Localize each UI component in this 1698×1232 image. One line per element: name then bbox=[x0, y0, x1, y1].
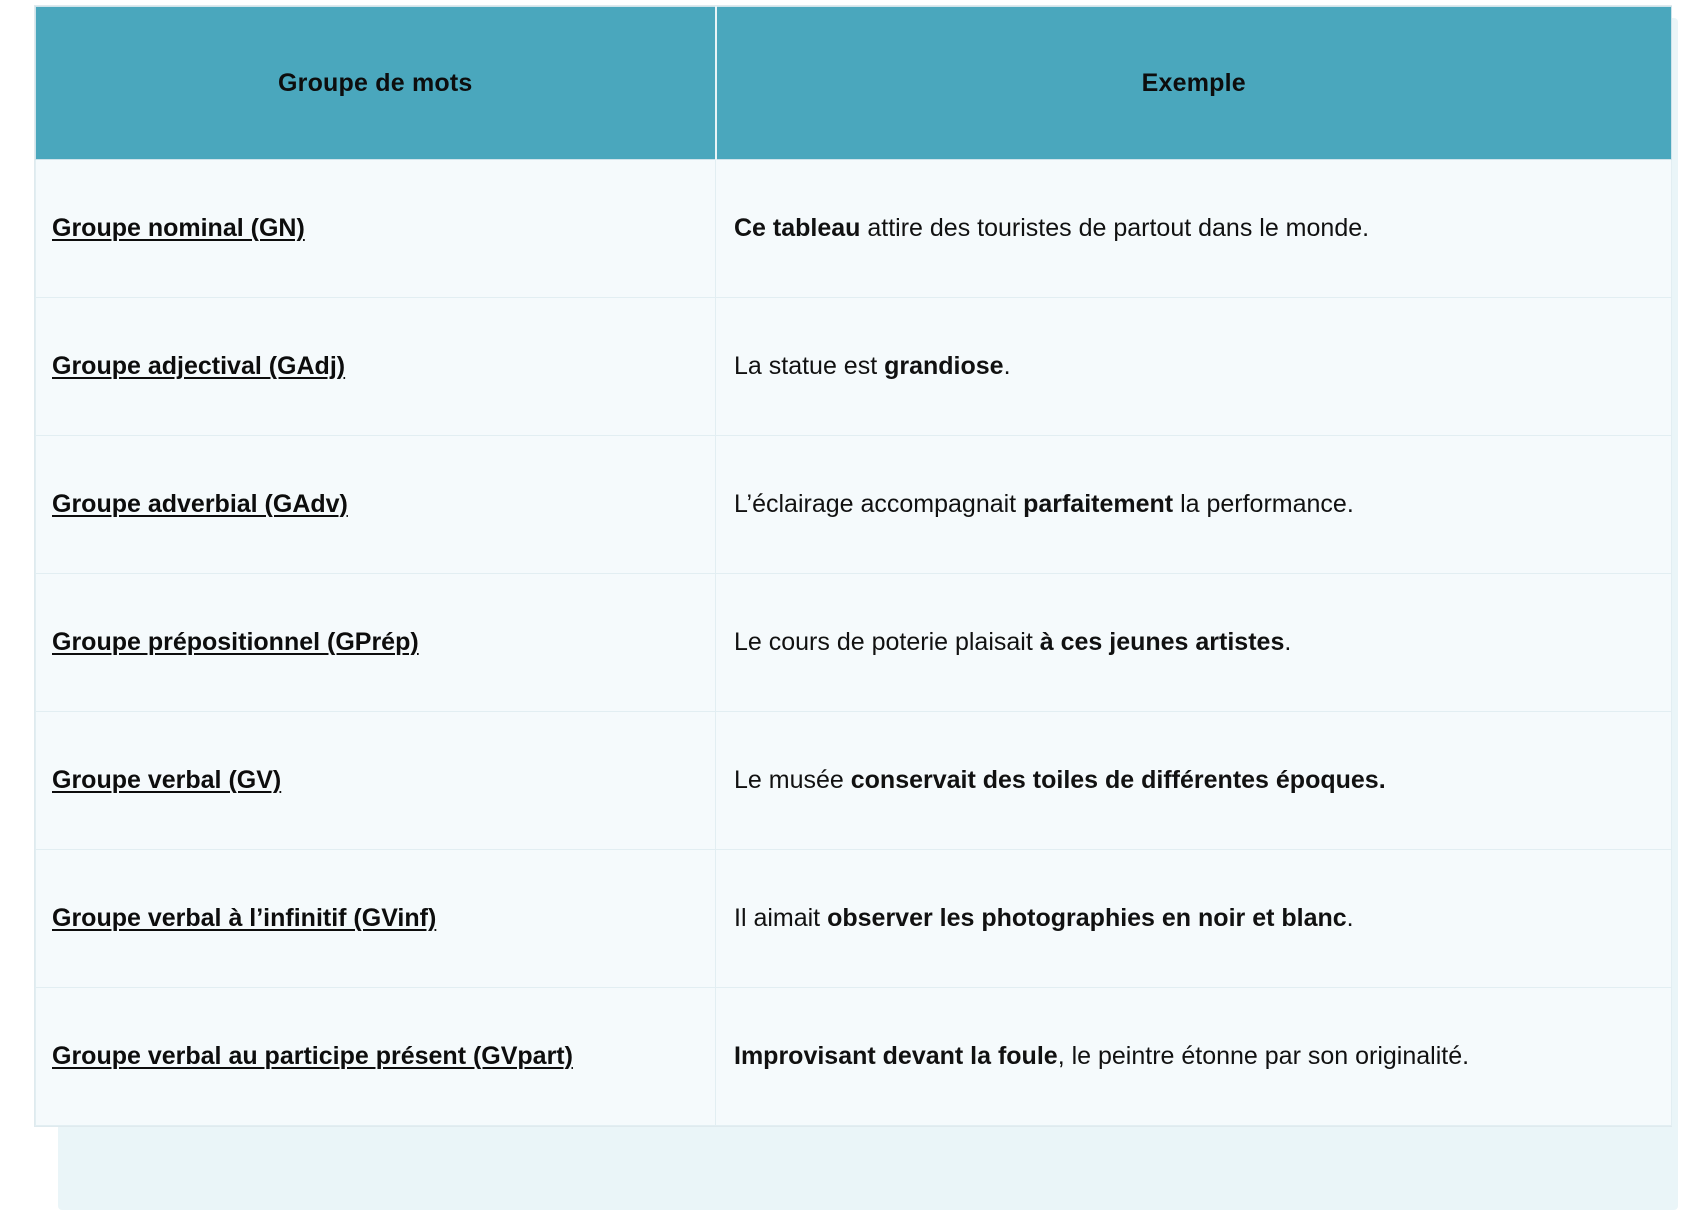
example-sentence bbox=[734, 214, 1369, 242]
cell-exemple bbox=[716, 574, 1672, 712]
example-text: Le musée bbox=[734, 765, 851, 794]
example-text: . bbox=[1284, 627, 1292, 656]
table-row bbox=[36, 436, 1672, 574]
cell-exemple bbox=[716, 160, 1672, 298]
cell-exemple bbox=[716, 712, 1672, 850]
groupe-label: Groupe verbal à l’infinitif (GVinf) bbox=[52, 903, 437, 932]
example-sentence bbox=[734, 1042, 1469, 1070]
example-text: . bbox=[1346, 903, 1354, 932]
example-text: Le cours de poterie plaisait bbox=[734, 627, 1040, 656]
groupes-de-mots-table bbox=[35, 6, 1672, 1126]
groupe-label: Groupe nominal (GN) bbox=[52, 213, 305, 242]
cell-exemple bbox=[716, 850, 1672, 988]
example-text: , le peintre étonne par son originalité. bbox=[1057, 1041, 1470, 1070]
example-highlight: à ces jeunes artistes bbox=[1039, 627, 1285, 656]
example-text: la performance. bbox=[1173, 489, 1354, 518]
example-highlight: observer les photographies en noir et blanc bbox=[827, 903, 1347, 932]
groupe-label: Groupe adverbial (GAdv) bbox=[52, 489, 348, 518]
example-text: attire des touristes de partout dans le monde. bbox=[860, 213, 1370, 242]
table-row bbox=[36, 160, 1672, 298]
example-highlight: conservait des toiles de différentes époques. bbox=[850, 765, 1386, 794]
table-row bbox=[36, 712, 1672, 850]
groupe-label: Groupe prépositionnel (GPrép) bbox=[52, 627, 419, 656]
table-row bbox=[36, 298, 1672, 436]
example-highlight: parfaitement bbox=[1023, 489, 1174, 518]
cell-exemple bbox=[716, 298, 1672, 436]
column-header-groupe-de-mots: Groupe de mots bbox=[36, 7, 716, 160]
cell-groupe-de-mots bbox=[36, 160, 716, 298]
example-sentence bbox=[734, 766, 1386, 794]
example-text: L’éclairage accompagnait bbox=[734, 489, 1024, 518]
groupe-label: Groupe verbal (GV) bbox=[52, 765, 282, 794]
cell-groupe-de-mots bbox=[36, 712, 716, 850]
column-header-exemple: Exemple bbox=[716, 7, 1672, 160]
example-text: Il aimait bbox=[734, 903, 828, 932]
example-sentence bbox=[734, 904, 1354, 932]
cell-exemple bbox=[716, 436, 1672, 574]
example-highlight: Improvisant devant la foule bbox=[734, 1041, 1058, 1070]
example-text: . bbox=[1003, 351, 1011, 380]
example-sentence bbox=[734, 628, 1291, 656]
cell-groupe-de-mots bbox=[36, 436, 716, 574]
example-highlight: Ce tableau bbox=[734, 213, 861, 242]
table-header bbox=[36, 7, 1672, 160]
table-body bbox=[36, 160, 1672, 1126]
table-row bbox=[36, 988, 1672, 1126]
example-sentence bbox=[734, 352, 1011, 380]
example-sentence bbox=[734, 490, 1354, 518]
example-text: La statue est bbox=[734, 351, 885, 380]
table-row bbox=[36, 574, 1672, 712]
example-highlight: grandiose bbox=[884, 351, 1004, 380]
cell-groupe-de-mots bbox=[36, 988, 716, 1126]
groupe-label: Groupe verbal au participe présent (GVpart) bbox=[52, 1041, 573, 1070]
header-row bbox=[36, 7, 1672, 160]
cell-groupe-de-mots bbox=[36, 574, 716, 712]
cell-groupe-de-mots bbox=[36, 298, 716, 436]
table-row bbox=[36, 850, 1672, 988]
cell-exemple bbox=[716, 988, 1672, 1126]
groupe-label: Groupe adjectival (GAdj) bbox=[52, 351, 346, 380]
table-container bbox=[34, 5, 1672, 1127]
cell-groupe-de-mots bbox=[36, 850, 716, 988]
